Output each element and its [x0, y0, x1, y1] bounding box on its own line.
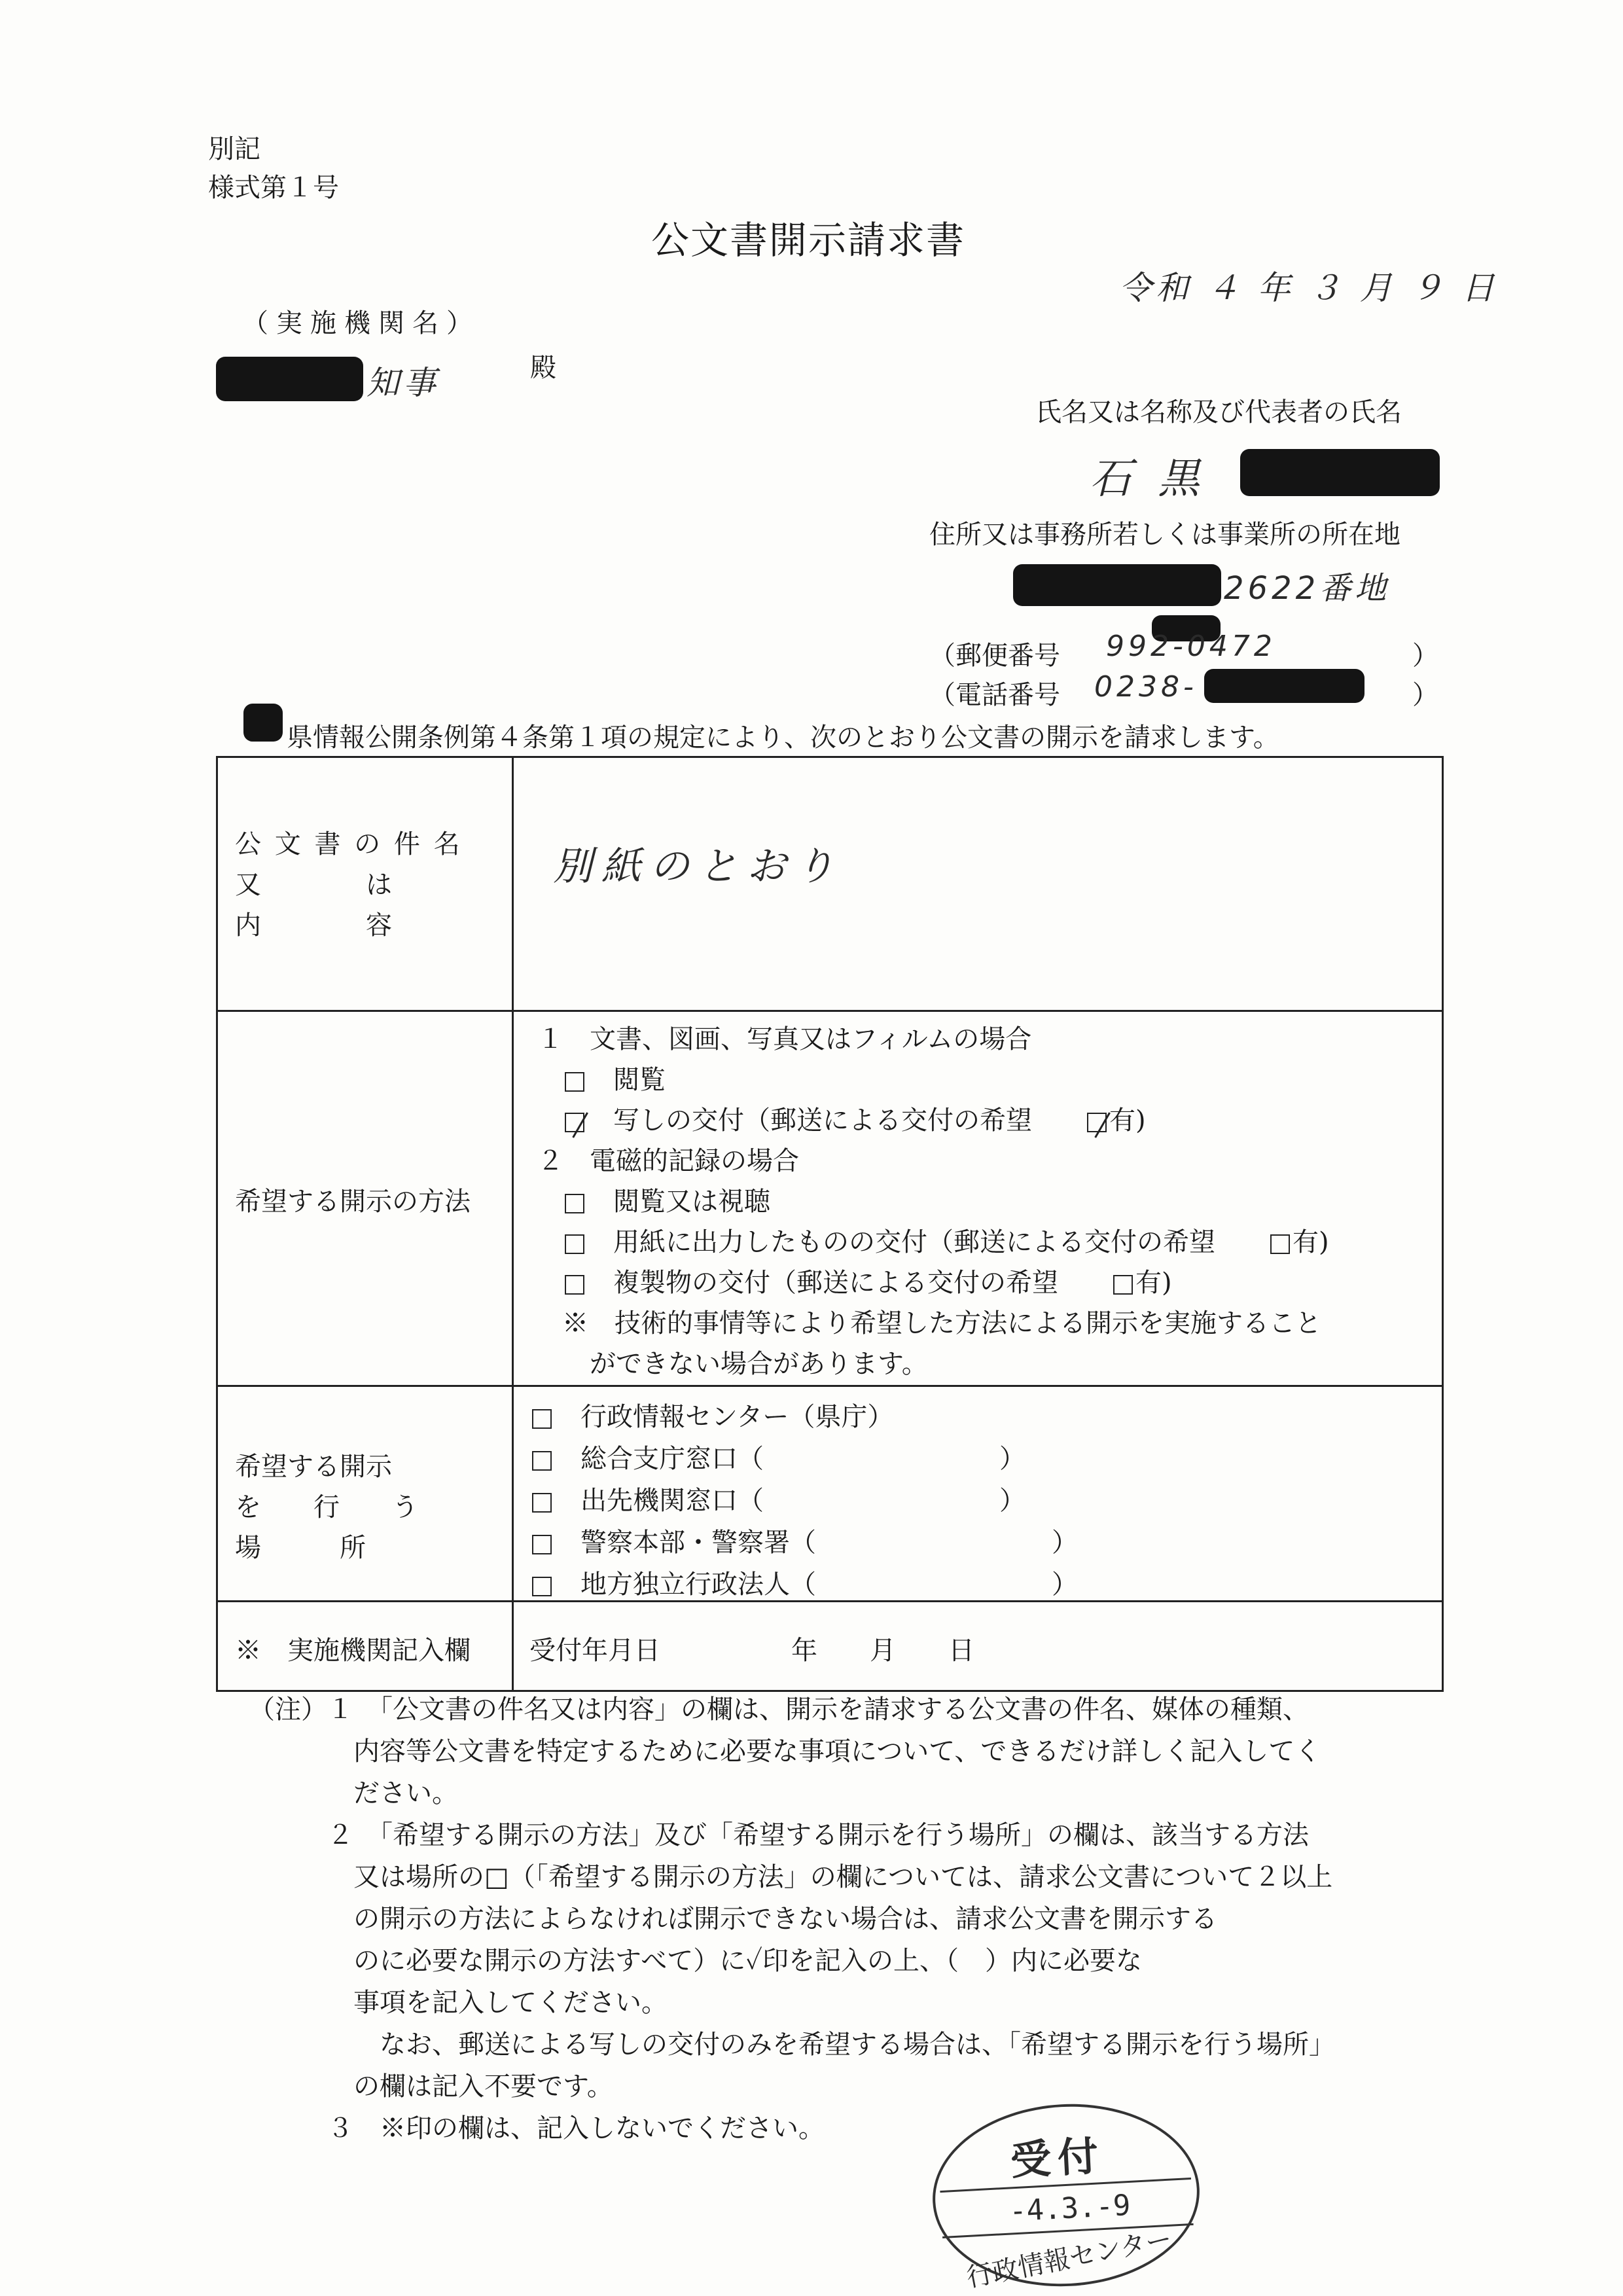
- note-line: 内容等公文書を特定するために必要な事項について、できるだけ詳しく記入してく: [249, 1736, 1321, 1767]
- mail-checkbox-checked[interactable]: [1087, 1113, 1107, 1132]
- checkbox-checked[interactable]: [565, 1113, 584, 1132]
- mail-suffix: 有): [1135, 1268, 1172, 1298]
- postal-code-label: （郵便番号: [929, 641, 1060, 671]
- place-label-line-3: 場 所: [235, 1533, 366, 1563]
- note-line: ださい。: [249, 1778, 458, 1808]
- requester-name-handwritten: 石黒: [1090, 455, 1226, 503]
- method-option-view-listen[interactable]: [562, 1181, 770, 1218]
- option-label: 閲覧: [613, 1065, 666, 1095]
- option-label: 行政情報センター（県庁）: [580, 1402, 894, 1432]
- redaction-bar: [1204, 669, 1364, 703]
- stamp-office: 行政情報センター: [964, 2223, 1175, 2293]
- postal-code-value: 992-0472: [1106, 630, 1276, 663]
- checkbox[interactable]: [565, 1194, 584, 1213]
- method-row: [217, 1011, 1443, 1386]
- subject-value-handwritten[interactable]: 別紙のとおり: [553, 844, 844, 889]
- note-line: 事項を記入してください。: [249, 1988, 668, 2018]
- subject-label-line-2: 又 は: [235, 870, 392, 900]
- office-use-label: ※ 実施機関記入欄: [235, 1636, 471, 1666]
- option-label: 警察本部・警察署（ ）: [580, 1528, 1078, 1558]
- office-use-row: [217, 1602, 1443, 1691]
- subject-label-line-1: 公 文 書 の 件 名: [235, 829, 463, 859]
- note-line: なお、郵送による写しの交付のみを希望する場合は、「希望する開示を行う場所」: [249, 2030, 1335, 2060]
- note-line: （注）１ 「公文書の件名又は内容」の欄は、開示を請求する公文書の件名、媒体の種類、: [249, 1695, 1309, 1725]
- option-label: 用紙に出力したものの交付（郵送による交付の希望: [613, 1227, 1215, 1257]
- postal-close-paren: ）: [1412, 641, 1438, 671]
- note-line: ２ 「希望する開示の方法」及び「希望する開示を行う場所」の欄は、該当する方法: [249, 1820, 1309, 1850]
- mail-checkbox[interactable]: [1270, 1234, 1290, 1254]
- method-option-copy[interactable]: [562, 1100, 1146, 1137]
- request-statement: 県情報公開条例第４条第１項の規定により、次のとおり公文書の開示を請求します。: [287, 723, 1279, 753]
- form-number: 様式第１号: [208, 173, 339, 203]
- checkbox[interactable]: [532, 1409, 552, 1429]
- place-row: [217, 1386, 1443, 1602]
- receipt-date-field: 受付年月日 年 月 日: [529, 1636, 974, 1666]
- agency-name-label: （実施機関名）: [242, 308, 480, 338]
- agency-name-handwritten: 知事: [366, 364, 440, 402]
- requester-address-label: 住所又は事務所若しくは事業所の所在地: [929, 520, 1400, 550]
- request-form-table: [216, 756, 1444, 1692]
- place-label-line-1: 希望する開示: [235, 1452, 392, 1482]
- method-option-replica[interactable]: [562, 1262, 1172, 1299]
- method-option-view[interactable]: [562, 1059, 666, 1096]
- checkbox[interactable]: [532, 1535, 552, 1554]
- checkbox[interactable]: [532, 1493, 552, 1513]
- method-section-1: １ 文書、図画、写真又はフィルムの場合: [537, 1024, 1032, 1054]
- annex-label: 別記: [208, 134, 260, 164]
- redaction-bar: [216, 357, 363, 401]
- phone-close-paren: ）: [1412, 680, 1438, 710]
- place-option-independent-agency[interactable]: [529, 1564, 1078, 1601]
- option-label: 複製物の交付（郵送による交付の希望: [613, 1268, 1058, 1298]
- mail-checkbox[interactable]: [1113, 1275, 1133, 1295]
- mail-suffix: 有): [1109, 1105, 1146, 1136]
- notes-section: [249, 1689, 1433, 2149]
- method-note-line-2: ができない場合があります。: [590, 1349, 928, 1379]
- method-section-2: ２ 電磁的記録の場合: [537, 1146, 799, 1176]
- note-line: 又は場所の□（「希望する開示の方法」の欄については、請求公文書について２以上: [249, 1862, 1333, 1892]
- method-note-line-1: ※ 技術的事情等により希望した方法による開示を実施すること: [562, 1308, 1321, 1338]
- option-label: 閲覧又は視聴: [613, 1187, 770, 1217]
- checkbox[interactable]: [565, 1275, 584, 1295]
- place-label-line-2: を 行 う: [235, 1492, 418, 1522]
- checkbox[interactable]: [532, 1577, 552, 1596]
- checkbox[interactable]: [532, 1451, 552, 1471]
- option-label: 出先機関窓口（ ）: [580, 1486, 1026, 1516]
- place-option-police[interactable]: [529, 1522, 1078, 1559]
- method-option-printout[interactable]: [562, 1221, 1329, 1259]
- method-label: 希望する開示の方法: [235, 1187, 471, 1217]
- redaction-bar: [243, 704, 283, 742]
- checkbox[interactable]: [565, 1234, 584, 1254]
- stamp-title: 受付: [1009, 2131, 1106, 2185]
- note-line: の開示の方法によらなければ開示できない場合は、請求公文書を開示する: [249, 1904, 1217, 1934]
- subject-row: [217, 757, 1443, 1011]
- option-label: 写しの交付（郵送による交付の希望: [613, 1105, 1032, 1136]
- request-date: 令和 ４ 年 ３ 月 ９ 日: [1119, 269, 1499, 307]
- honorific: 殿: [530, 353, 556, 383]
- option-label: 地方独立行政法人（ ）: [580, 1570, 1078, 1600]
- redaction-bar: [1013, 564, 1221, 606]
- subject-label-line-3: 内 容: [235, 910, 392, 941]
- mail-suffix: 有): [1293, 1227, 1329, 1257]
- page-title: 公文書開示請求書: [651, 218, 966, 262]
- checkbox[interactable]: [565, 1072, 584, 1092]
- stamp-date: -4.3.-9: [1008, 2188, 1132, 2229]
- note-line: ３ ※印の欄は、記入しないでください。: [249, 2113, 825, 2144]
- requester-address-handwritten: 2622番地: [1224, 570, 1391, 607]
- note-line: のに必要な開示の方法すべて）に✓印を記入の上、（ ）内に必要な: [249, 1946, 1142, 1976]
- requester-name-label: 氏名又は名称及び代表者の氏名: [1035, 397, 1402, 427]
- place-option-info-center[interactable]: [529, 1396, 893, 1433]
- note-line: の欄は記入不要です。: [249, 2072, 613, 2102]
- redaction-bar: [1240, 449, 1440, 496]
- place-option-outpost[interactable]: [529, 1480, 1026, 1517]
- phone-label: （電話番号: [929, 680, 1060, 710]
- place-option-branch-office[interactable]: [529, 1438, 1026, 1475]
- option-label: 総合支庁窓口（ ）: [580, 1444, 1026, 1474]
- phone-value: 0238-: [1094, 670, 1198, 704]
